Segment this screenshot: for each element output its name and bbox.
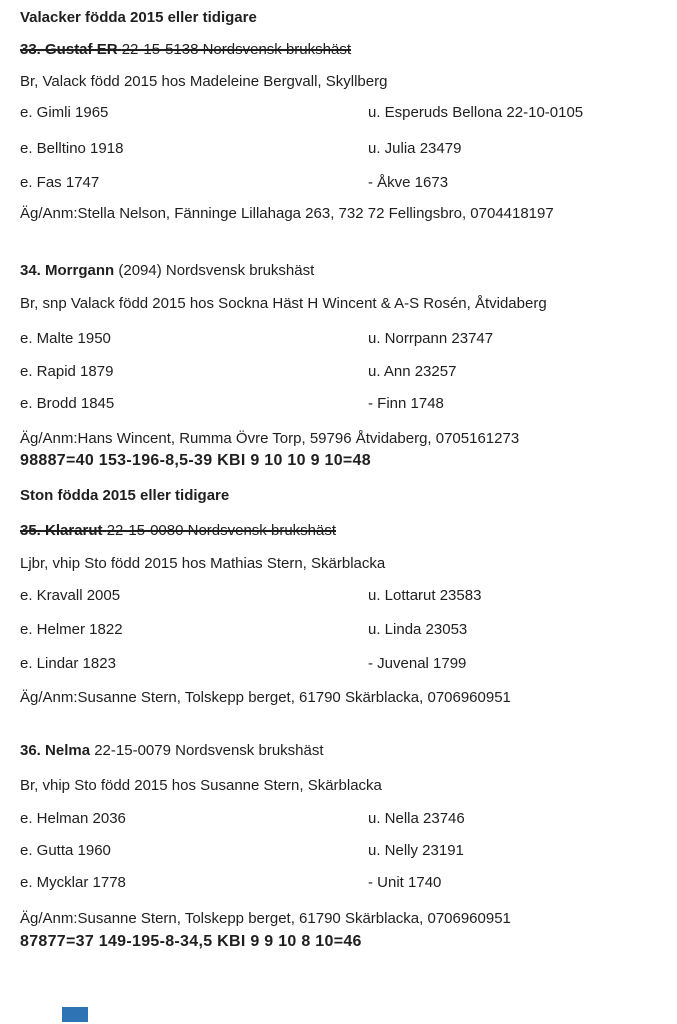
- pedigree-sire: e. Mycklar 1778: [20, 874, 126, 891]
- pedigree-dam: - Juvenal 1799: [368, 655, 467, 672]
- pedigree-sire: e. Fas 1747: [20, 174, 100, 191]
- owner-line: Äg/Anm:Susanne Stern, Tolskepp berget, 61790 Skärblacka, 0706960951: [20, 910, 511, 927]
- owner-line: Äg/Anm:Hans Wincent, Rumma Övre Torp, 59796 Åtvidaberg, 0705161273: [20, 430, 520, 447]
- entry-reg: 22-15-5138 Nordsvensk brukshäst: [121, 41, 351, 58]
- pedigree-dam: u. Lottarut 23583: [368, 587, 482, 604]
- pedigree-dam: - Unit 1740: [368, 874, 442, 891]
- pedigree-sire: e. Rapid 1879: [20, 363, 114, 380]
- pedigree-sire: e. Lindar 1823: [20, 655, 116, 672]
- pedigree-dam: u. Nelly 23191: [368, 842, 464, 859]
- pedigree-dam: u. Linda 23053: [368, 621, 468, 638]
- pedigree-sire: e. Gimli 1965: [20, 104, 109, 121]
- pedigree-sire: e. Malte 1950: [20, 330, 111, 347]
- pedigree-dam: u. Esperuds Bellona 22-10-0105: [368, 104, 584, 121]
- entry-name: 35. Klararut: [20, 522, 103, 539]
- entry-header-36: [20, 741, 661, 760]
- stats-line: 87877=37 149-195-8-34,5 KBI 9 9 10 8 10=46: [20, 933, 362, 950]
- stats-line: 98887=40 153-196-8,5-39 KBI 9 10 10 9 10=48: [20, 452, 371, 469]
- owner-line: Äg/Anm:Stella Nelson, Fänninge Lillahaga 263, 732 72 Fellingsbro, 0704418197: [20, 205, 554, 222]
- entry-header-35: [20, 521, 661, 540]
- entry-description: Br, Valack född 2015 hos Madeleine Bergvall, Skyllberg: [20, 73, 388, 90]
- pedigree-sire: e. Belltino 1918: [20, 140, 124, 157]
- entry-header-34: [20, 261, 661, 280]
- entry-reg: 22-15-0079 Nordsvensk brukshäst: [94, 742, 324, 759]
- pedigree-dam: u. Julia 23479: [368, 140, 462, 157]
- entry-reg: 22-15-0080 Nordsvensk brukshäst: [106, 522, 337, 539]
- pedigree-dam: u. Ann 23257: [368, 363, 457, 380]
- section-header-ston: Ston födda 2015 eller tidigare: [20, 487, 230, 504]
- entry-reg: (2094) Nordsvensk brukshäst: [118, 262, 315, 279]
- pedigree-sire: e. Brodd 1845: [20, 395, 115, 412]
- pedigree-dam: - Finn 1748: [368, 395, 444, 412]
- pedigree-dam: - Åkve 1673: [368, 174, 449, 191]
- blue-marker: [62, 1007, 88, 1022]
- section-header-valacker: Valacker födda 2015 eller tidigare: [20, 9, 257, 26]
- entry-name: 33. Gustaf ER: [20, 41, 118, 58]
- entry-description: Br, vhip Sto född 2015 hos Susanne Stern, Skärblacka: [20, 777, 382, 794]
- entry-header-33: [20, 40, 661, 59]
- pedigree-sire: e. Helman 2036: [20, 810, 126, 827]
- pedigree-sire: e. Gutta 1960: [20, 842, 111, 859]
- entry-name: 34. Morrgann: [20, 262, 115, 279]
- entry-description: Ljbr, vhip Sto född 2015 hos Mathias Stern, Skärblacka: [20, 555, 386, 572]
- owner-line: Äg/Anm:Susanne Stern, Tolskepp berget, 61790 Skärblacka, 0706960951: [20, 689, 511, 706]
- entry-description: Br, snp Valack född 2015 hos Sockna Häst H Wincent & A-S Rosén, Åtvidaberg: [20, 295, 547, 312]
- entry-name: 36. Nelma: [20, 742, 91, 759]
- pedigree-dam: u. Norrpann 23747: [368, 330, 494, 347]
- pedigree-sire: e. Helmer 1822: [20, 621, 123, 638]
- pedigree-dam: u. Nella 23746: [368, 810, 465, 827]
- pedigree-sire: e. Kravall 2005: [20, 587, 121, 604]
